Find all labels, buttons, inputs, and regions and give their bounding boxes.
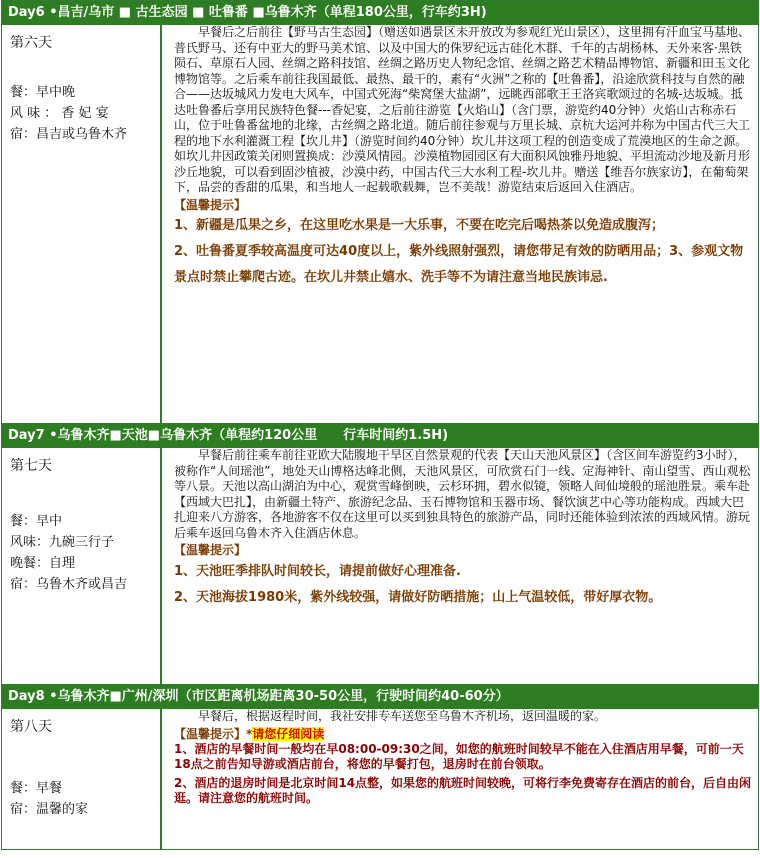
day6-header: Day6 •昌吉/乌市 ■ 古生态园 ■ 吐鲁番 ■乌鲁木齐（单程180公里，行车约3H) bbox=[2, 1, 758, 25]
day6-flavor: 风 味 ： 香 妃 宴 bbox=[10, 106, 109, 121]
day7-flavor: 风味：九碗三行子 bbox=[10, 535, 115, 550]
day7-tip-2: 2、天池海拔1980米，紫外线较强，请做好防晒措施；山上气温较低，带好厚衣物。 bbox=[174, 589, 662, 605]
day8-tip-2: 2、酒店的退房时间是北京时间14点整，如果您的航班时间较晚，可将行李免费寄存在酒店的前台，后自由闲逛。请注意您的航班时间。 bbox=[174, 776, 752, 805]
day8-tip-title: 【温馨提示】* bbox=[174, 726, 253, 741]
day8-stay: 宿：温馨的家 bbox=[10, 802, 89, 817]
day8-details bbox=[162, 709, 758, 849]
day7-summary bbox=[2, 448, 162, 684]
day8-description: 早餐后，根据返程时间，我社安排专车送您至乌鲁木齐机场，返回温暖的家。 bbox=[198, 709, 607, 723]
day8-tip-title-row bbox=[174, 727, 752, 743]
day8-tip-1: 1、酒店的早餐时间一般均在早08:00-09:30之间，如您的航班时间较早不能在入住酒店用早餐，可前一天18点之前告知导游或酒店前台，将您的早餐打包，退房时在前台领取。 bbox=[174, 742, 744, 771]
day6-summary bbox=[2, 25, 162, 423]
day8-summary bbox=[2, 709, 162, 849]
day6-stay: 宿：昌吉或乌鲁木齐 bbox=[10, 127, 128, 142]
day7-header: Day7 •乌鲁木齐■天池■乌鲁木齐（单程约120公里 行车时间约1.5H) bbox=[2, 424, 758, 448]
day6-details bbox=[162, 25, 758, 423]
itinerary bbox=[1, 0, 759, 850]
day6-tip-title: 【温馨提示】 bbox=[174, 197, 247, 212]
day6-name: 第六天 bbox=[10, 35, 52, 51]
day6-tip-1: 1、新疆是瓜果之乡，在这里吃水果是一大乐事，不要在吃完后喝热茶以免造成腹泻； bbox=[174, 218, 665, 233]
day8-header: Day8 •乌鲁木齐■广州/深圳（市区距离机场距离30-50公里，行驶时间约40-60分） bbox=[2, 685, 758, 709]
day7-description: 早餐后前往乘车前往亚欧大陆腹地干旱区自然景观的代表【天山天池风景区】（含区间车游览约3小时），被称作“人间瑶池”，地处天山博格达峰北侧，天池风景区，可欣赏石门一线、定海神针、南山望雪、西山观松等八景。天池以高山湖泊为中心，观赏雪峰倒映，云杉环拥，碧水似镜，领略人间仙境般的瑶池胜景。乘车赴【西域大巴扎】，由新疆土特产、旅游纪念品、玉石博物馆和玉器市场、餐饮演艺中心等功能构成。西域大巴扎迎来八方游客，各地游客不仅在这里可以买到独具特色的旅游产品，同时还能体验到浓浓的西域风情。游玩后乘车返回乌鲁木齐入住酒店休息。 bbox=[174, 448, 751, 540]
day8-name: 第八天 bbox=[10, 719, 52, 735]
day7-tip-title: 【温馨提示】 bbox=[174, 543, 247, 557]
day7-name: 第七天 bbox=[10, 458, 52, 474]
day6-section bbox=[1, 0, 759, 423]
day8-section bbox=[1, 684, 759, 850]
day8-tip-highlight: 请您仔细阅读 bbox=[252, 726, 325, 741]
day6-tip-2: 2、吐鲁番夏季较高温度可达40度以上，紫外线照射强烈，请您带足有效的防晒用品；3、参观文物景点时禁止攀爬古迹。在坎儿井禁止嬉水、洗手等不为请注意当地民族讳忌. bbox=[174, 244, 744, 285]
day7-section bbox=[1, 423, 759, 684]
day8-meal: 餐：早餐 bbox=[10, 781, 63, 796]
day6-description: 早餐后之后前往【野马古生态园】（赠送如遇景区未开放改为参观红光山景区），这里拥有汗血宝马基地、普氏野马、还有中亚大的野马美术馆、以及中国大的侏罗纪远古硅化木群、千年的古胡杨林、天外来客·黑铁陨石、草原石人园、丝绸之路科技馆、丝绸之路历史人物纪念馆、丝绸之路艺术精品博物馆、新疆和田玉文化博物馆等。之后乘车前往我国最低、最热、最干的，素有“火洲”之称的【吐鲁番】，沿途欣赏科技与自然的融合——达坂城风力发电大风车，中国式死海“柴窝堡大盐湖”，远眺西部歌王王洛宾歌颂过的名城-达坂城。抵达吐鲁番后享用民族特色餐---香妃宴，之后前往游览【火焰山】（含门票，游览约40分钟）火焰山古称赤石山，位于吐鲁番盆地的北缘，古丝绸之路北道。随后前往参观与万里长城、京杭大运河并称为中国古代三大工程的地下水利灌溉工程【坎儿井】（游览时间约40分钟）坎儿井这项工程的创造变成了荒漠地区的生命之源。如坎儿井因政策关闭则置换成：沙漠风情园。沙漠植物园园区有大面积风蚀雅丹地貌、平坦流动沙地及新月形沙丘地貌，可以看到固沙植被，沙漠中药，中国古代三大水利工程-坎儿井。赠送【维吾尔族家访】，在葡萄架下，品尝的香甜的瓜果，和当地人一起载歌载舞，岂不美哉！游览结束后返回入住酒店。 bbox=[174, 25, 751, 194]
day7-tip-1: 1、天池旺季排队时间较长，请提前做好心理准备. bbox=[174, 563, 461, 579]
day7-details bbox=[162, 448, 758, 684]
day7-stay: 宿：乌鲁木齐或昌吉 bbox=[10, 577, 128, 592]
day7-meal: 餐：早中 bbox=[10, 514, 63, 529]
day7-dinner: 晚餐：自理 bbox=[10, 556, 76, 571]
day6-meal: 餐：早中晚 bbox=[10, 85, 76, 100]
